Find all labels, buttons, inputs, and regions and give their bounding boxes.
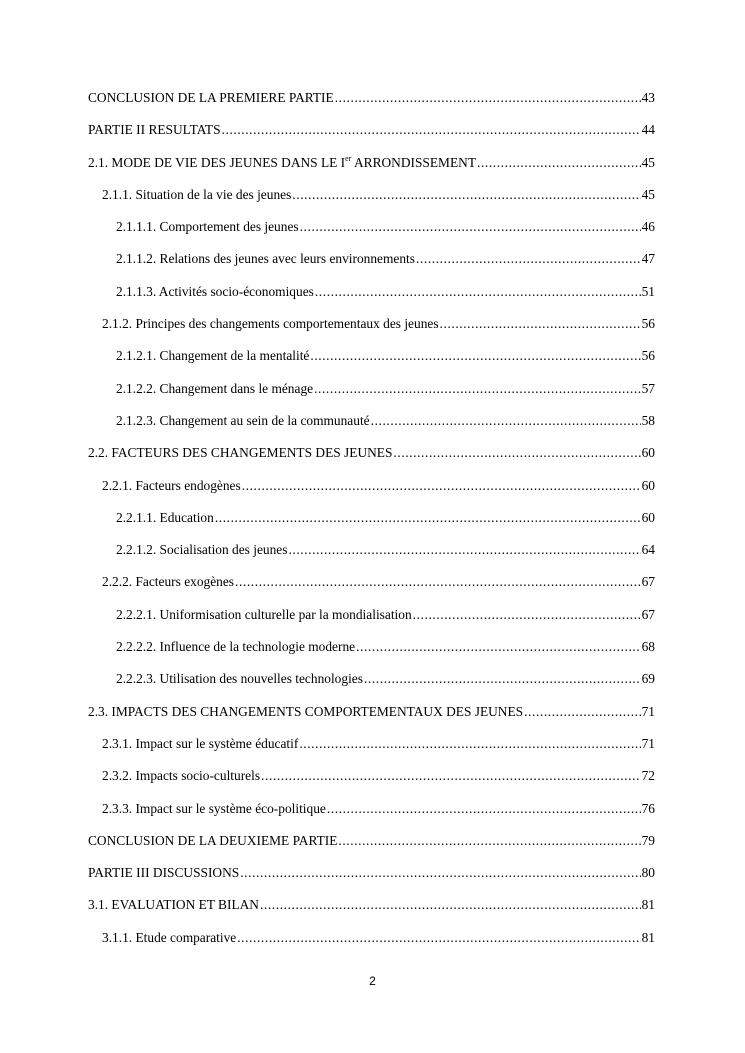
- toc-entry-page-number: 71: [641, 703, 655, 719]
- toc-dot-leader: [240, 864, 640, 881]
- toc-entry[interactable]: [88, 703, 655, 735]
- toc-entry-title-text: 2.1.1.2. Relations des jeunes avec leurs environnements: [116, 251, 415, 267]
- toc-entry-title: [88, 703, 523, 720]
- toc-entry-title: [88, 896, 259, 913]
- toc-entry[interactable]: [88, 347, 655, 379]
- toc-entry-title: [102, 186, 291, 203]
- table-of-contents: [88, 89, 655, 961]
- toc-dot-leader: [222, 121, 641, 138]
- toc-entry-page-number: 64: [641, 542, 655, 558]
- toc-entry[interactable]: [88, 541, 655, 573]
- toc-dot-leader: [260, 896, 641, 913]
- toc-dot-leader: [242, 477, 641, 494]
- toc-dot-leader: [215, 509, 641, 526]
- toc-entry-page-number: 81: [641, 929, 655, 945]
- toc-entry-title: [116, 541, 287, 558]
- toc-entry-title-text: 2.3.2. Impacts socio-culturels: [102, 768, 261, 784]
- toc-entry-page-number: 76: [641, 800, 655, 816]
- toc-entry[interactable]: [88, 800, 655, 832]
- toc-entry-page-number: 47: [641, 251, 655, 267]
- toc-entry-title: [102, 767, 260, 784]
- toc-entry-title-text: 2.1.1.3. Activités socio-économiques: [116, 283, 314, 299]
- toc-entry[interactable]: [88, 412, 655, 444]
- toc-entry-title: [116, 250, 415, 267]
- toc-dot-leader: [300, 218, 641, 235]
- toc-entry-page-number: 67: [641, 574, 655, 590]
- toc-entry[interactable]: [88, 250, 655, 282]
- toc-dot-leader: [440, 315, 641, 332]
- toc-entry[interactable]: [88, 283, 655, 315]
- toc-entry-title: [116, 606, 412, 623]
- toc-dot-leader: [288, 541, 640, 558]
- toc-entry[interactable]: [88, 154, 655, 186]
- toc-entry-title-text: CONCLUSION DE LA PREMIERE PARTIE: [88, 90, 334, 105]
- toc-entry-title-text: 2.1.2. Principes des changements comportementaux des jeunes: [102, 316, 439, 332]
- toc-dot-leader: [299, 735, 640, 752]
- toc-entry-title-text: 2.2. FACTEURS DES CHANGEMENTS DES JEUNES: [88, 445, 393, 461]
- toc-entry-title-text: 2.1.1.1. Comportement des jeunes: [116, 219, 299, 235]
- toc-dot-leader: [335, 89, 641, 106]
- toc-entry[interactable]: [88, 638, 655, 670]
- toc-dot-leader: [356, 638, 641, 655]
- toc-entry-page-number: 46: [641, 219, 655, 235]
- toc-entry-page-number: 60: [641, 509, 655, 525]
- toc-entry-title: [116, 412, 370, 429]
- toc-entry-page-number: 60: [641, 477, 655, 493]
- toc-dot-leader: [310, 347, 640, 364]
- toc-entry-title: [102, 477, 241, 494]
- toc-entry[interactable]: [88, 477, 655, 509]
- toc-entry-title-text: 2.1.1. Situation de la vie des jeunes: [102, 186, 292, 202]
- toc-entry-page-number: 79: [641, 832, 655, 848]
- toc-entry-title: [88, 864, 239, 881]
- toc-entry-title-text: 2.2.2. Facteurs exogènes: [102, 574, 235, 590]
- toc-entry-title-text: PARTIE III DISCUSSIONS: [88, 865, 240, 881]
- toc-entry[interactable]: [88, 606, 655, 638]
- toc-entry-title: [88, 832, 337, 849]
- toc-entry-title-text: 3.1. EVALUATION ET BILAN: [88, 897, 259, 913]
- toc-entry[interactable]: [88, 735, 655, 767]
- toc-entry-title-text: 2.2.2.3. Utilisation des nouvelles technologies: [116, 671, 363, 687]
- toc-entry-title: [88, 154, 476, 171]
- toc-entry-title-text-continued: ARRONDISSEMENT: [351, 154, 476, 170]
- toc-entry-page-number: 81: [641, 897, 655, 913]
- toc-entry-title: [102, 573, 234, 590]
- toc-entry-title: [116, 638, 355, 655]
- toc-entry[interactable]: [88, 864, 655, 896]
- toc-dot-leader: [237, 929, 640, 946]
- toc-entry-page-number: 72: [641, 768, 655, 784]
- toc-entry-title: [116, 283, 314, 300]
- toc-entry-page-number: 58: [641, 412, 655, 428]
- toc-entry-title-text: 2.2.2.1. Uniformisation culturelle par la mondialisation: [116, 606, 412, 622]
- toc-entry-title-text: 2.2.2.2. Influence de la technologie moderne: [116, 639, 356, 655]
- toc-entry-page-number: 69: [641, 671, 655, 687]
- toc-entry-page-number: 80: [641, 865, 655, 881]
- toc-dot-leader: [413, 606, 641, 623]
- toc-entry-page-number: 44: [641, 122, 655, 138]
- toc-entry[interactable]: [88, 896, 655, 928]
- toc-dot-leader: [371, 412, 641, 429]
- toc-entry[interactable]: [88, 832, 655, 864]
- toc-entry-title-text: 2.3.3. Impact sur le système éco-politique: [102, 800, 326, 816]
- toc-entry-title: [116, 380, 313, 397]
- toc-entry-page-number: 60: [641, 445, 655, 461]
- toc-dot-leader: [338, 832, 640, 849]
- toc-entry-title-text: 2.3.1. Impact sur le système éducatif: [102, 735, 299, 751]
- toc-dot-leader: [314, 380, 641, 397]
- toc-dot-leader: [364, 670, 641, 687]
- toc-dot-leader: [524, 703, 641, 720]
- toc-entry-title: [88, 121, 221, 138]
- toc-entry-title: [102, 800, 326, 817]
- toc-entry[interactable]: [88, 767, 655, 799]
- toc-entry-title: [88, 444, 392, 461]
- toc-dot-leader: [393, 444, 640, 461]
- toc-entry-page-number: 67: [641, 606, 655, 622]
- toc-entry[interactable]: [88, 444, 655, 476]
- toc-entry-page-number: 51: [641, 283, 655, 299]
- toc-entry-title: [102, 929, 236, 946]
- toc-entry-title: [116, 670, 363, 687]
- toc-entry[interactable]: [88, 218, 655, 250]
- toc-entry-title-text: CONCLUSION DE LA DEUXIEME PARTIE: [88, 832, 338, 848]
- toc-entry-page-number: 45: [641, 154, 655, 170]
- toc-dot-leader: [416, 250, 641, 267]
- toc-entry-page-number: 56: [641, 348, 655, 364]
- toc-entry[interactable]: [88, 186, 655, 218]
- toc-entry-title-text: 3.1.1. Etude comparative: [102, 929, 237, 945]
- toc-entry-page-number: 45: [641, 186, 655, 202]
- toc-entry-page-number: 43: [641, 90, 655, 105]
- toc-entry[interactable]: [88, 380, 655, 412]
- toc-entry-page-number: 56: [641, 316, 655, 332]
- toc-entry[interactable]: [88, 929, 655, 961]
- toc-entry-title-text: 2.1. MODE DE VIE DES JEUNES DANS LE I: [88, 154, 346, 170]
- toc-entry-title: [116, 347, 309, 364]
- toc-entry-title: [102, 315, 439, 332]
- toc-entry[interactable]: [88, 89, 655, 121]
- toc-dot-leader: [477, 154, 641, 171]
- toc-dot-leader: [315, 283, 641, 300]
- toc-dot-leader: [235, 573, 641, 590]
- toc-entry-page-number: 68: [641, 639, 655, 655]
- toc-entry-title-text: 2.1.2.2. Changement dans le ménage: [116, 380, 314, 396]
- toc-entry-title: [116, 509, 214, 526]
- toc-entry[interactable]: [88, 670, 655, 702]
- toc-entry-title-text: 2.1.2.3. Changement au sein de la communauté: [116, 412, 370, 428]
- toc-entry[interactable]: [88, 315, 655, 347]
- toc-entry-title-text: 2.2.1. Facteurs endogènes: [102, 477, 241, 493]
- toc-entry[interactable]: [88, 509, 655, 541]
- toc-entry-title-text: 2.3. IMPACTS DES CHANGEMENTS COMPORTEMENTAUX DES JEUNES: [88, 703, 524, 719]
- toc-dot-leader: [327, 800, 641, 817]
- toc-entry-title: [88, 89, 334, 106]
- toc-entry[interactable]: [88, 573, 655, 605]
- toc-entry-page-number: 57: [641, 380, 655, 396]
- toc-entry-title-text: 2.1.2.1. Changement de la mentalité: [116, 348, 310, 364]
- toc-entry-title-text: PARTIE II RESULTATS: [88, 122, 221, 138]
- toc-entry-title-text: 2.2.1.2. Socialisation des jeunes: [116, 542, 288, 558]
- toc-entry[interactable]: [88, 121, 655, 153]
- page-number: 2: [369, 974, 376, 988]
- toc-dot-leader: [292, 186, 640, 203]
- toc-entry-title-text: 2.2.1.1. Education: [116, 509, 214, 525]
- toc-entry-title-superscript: er: [345, 153, 352, 163]
- toc-dot-leader: [261, 767, 641, 784]
- toc-entry-page-number: 71: [641, 735, 655, 751]
- toc-entry-title: [116, 218, 299, 235]
- toc-entry-title: [102, 735, 298, 752]
